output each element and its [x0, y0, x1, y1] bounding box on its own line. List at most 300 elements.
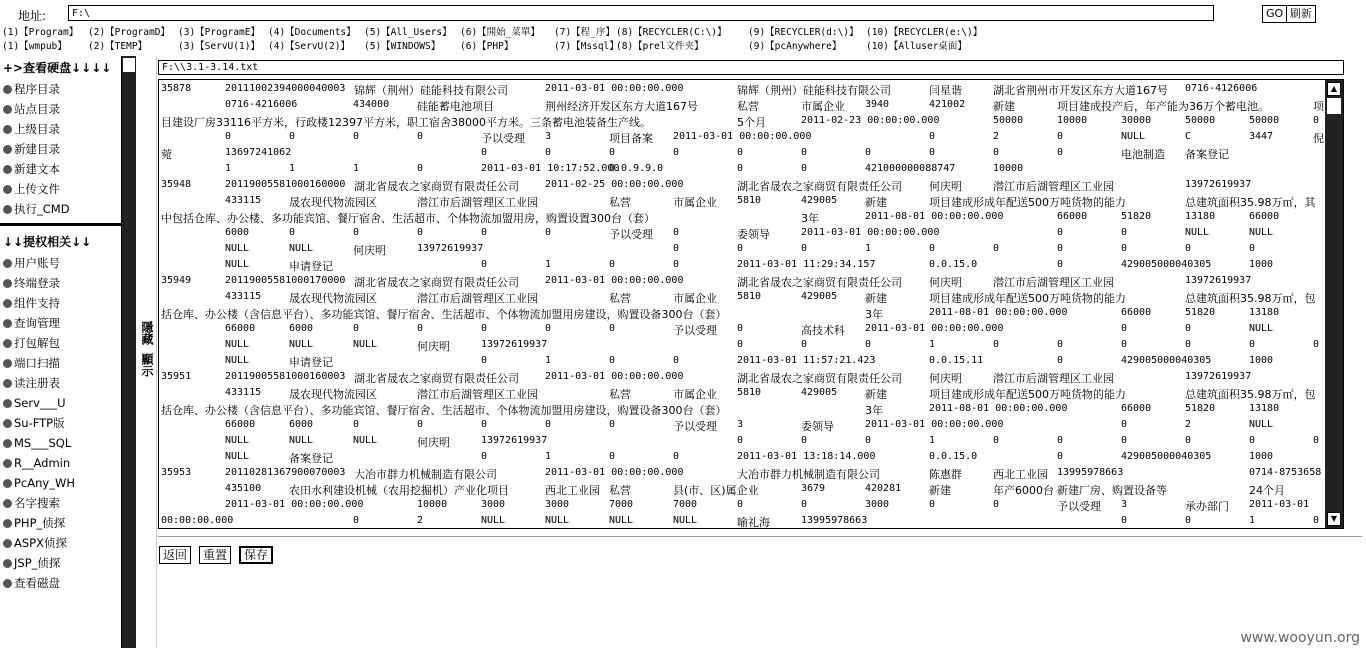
file-field: 0 — [417, 323, 424, 334]
file-field: 0.0.15.0 — [929, 259, 978, 270]
scroll-down-icon[interactable]: ▼ — [1327, 512, 1341, 526]
sidebar-item[interactable] — [0, 493, 121, 513]
sidebar-item[interactable] — [0, 513, 121, 533]
file-field: 申请登记 — [289, 260, 333, 273]
sidebar-item[interactable] — [0, 273, 121, 293]
file-field: 1 — [545, 259, 552, 270]
file-field: 3年 — [801, 212, 819, 225]
file-field: 1 — [545, 451, 552, 462]
file-field: NULL — [481, 515, 506, 526]
file-field: 0 — [545, 227, 552, 238]
file-field: NULL — [1249, 227, 1274, 238]
file-field: NULL — [545, 515, 570, 526]
file-field: 00:00:00.000 — [161, 515, 234, 526]
file-line — [159, 256, 1325, 272]
file-field: 括仓库、办公楼（含信息平台）、多功能宾馆、餐厅宿舍、生活超市、个体物流加盟用房建设，购置设备300台（套） — [161, 404, 727, 417]
file-field: NULL — [1249, 419, 1274, 430]
sidebar-item[interactable] — [0, 533, 121, 553]
sidebar-item[interactable] — [0, 413, 121, 433]
file-field: 私营 — [609, 292, 631, 305]
file-field: 2011-03-01 00:00:00.000 — [801, 227, 940, 238]
shortcut-link[interactable]: (10)【RECYCLER(e:\)】 — [866, 27, 983, 38]
sidebar-item[interactable] — [0, 199, 121, 219]
file-field: 0 — [609, 147, 616, 158]
watermark: www.wooyun.org — [1240, 630, 1360, 646]
file-field: 0 — [993, 339, 1000, 350]
file-field: 7000 — [609, 499, 634, 510]
file-field: 421002 — [929, 99, 966, 110]
file-field: 晟农现代物流园区 — [289, 388, 377, 401]
file-field: 0 — [737, 435, 744, 446]
sidebar-item-label: MS___SQL — [14, 436, 72, 450]
file-field: 大冶市群力机械制造有限公司 — [354, 468, 497, 481]
file-field: 2011-03-01 00:00:00.000 — [545, 467, 684, 478]
file-field: 何庆明 — [417, 340, 450, 353]
file-field: 项目建成投产后，年产能为36万个蓄电池。 — [1057, 100, 1269, 113]
file-content-text[interactable] — [159, 80, 1325, 528]
file-field: 市属企业 — [673, 292, 717, 305]
sidebar-item[interactable] — [0, 433, 121, 453]
file-line — [159, 192, 1325, 208]
file-field: 湖北省晟农之家商贸有限责任公司 — [354, 372, 519, 385]
file-field: 0 — [1121, 419, 1128, 430]
file-field: 421000000088747 — [865, 163, 956, 174]
file-field: 高技术科 — [801, 324, 845, 337]
file-field: 1 — [929, 435, 936, 446]
sidebar-item-label: PcAny_WH — [14, 476, 75, 490]
file-line — [159, 416, 1325, 432]
file-field: 24个月 — [1249, 484, 1285, 497]
file-field: 13972619937 — [481, 435, 548, 446]
sidebar-item-label: 程序目录 — [14, 82, 60, 96]
file-field: 5810 — [737, 195, 762, 206]
file-field: 20111002394000040003 — [225, 83, 346, 94]
file-field: 湖北省晟农之家商贸有限责任公司 — [737, 180, 902, 193]
bullet-icon — [3, 165, 12, 174]
file-field: 0 — [737, 163, 744, 174]
file-field: NULL — [673, 515, 698, 526]
file-field: 0.0.9.9.0 — [609, 163, 664, 174]
file-field: 0 — [1313, 339, 1320, 350]
reset-button[interactable]: 重置 — [199, 546, 231, 564]
file-field: 潜江市后湖管理区工业园 — [993, 180, 1114, 193]
file-field: 50000 — [1249, 115, 1280, 126]
file-field: 2011-03-01 00:00:00.000 — [545, 83, 684, 94]
file-field: 0 — [1249, 435, 1256, 446]
shortcut-link[interactable]: (7)【程_序】 — [554, 27, 615, 38]
sidebar-scroll-thumb[interactable] — [123, 58, 135, 72]
shortcut-link[interactable]: (8)【prel文件夹】 — [616, 41, 704, 52]
file-line — [159, 384, 1325, 400]
bullet-icon — [3, 479, 12, 488]
file-field: 新建 — [929, 484, 951, 497]
file-field: 0 — [289, 227, 296, 238]
file-field: 备案登记 — [1185, 148, 1229, 161]
file-field: 0 — [801, 435, 808, 446]
sidebar-item-label: Serv___U — [14, 396, 66, 410]
file-field: 0 — [289, 131, 296, 142]
file-line — [159, 272, 1325, 288]
file-field: 1 — [289, 163, 296, 174]
sidebar-item-label: ASPX侦探 — [14, 536, 67, 550]
file-field: 433115 — [225, 291, 262, 302]
sidebar-item[interactable] — [0, 253, 121, 273]
file-field: 429005 — [801, 291, 838, 302]
file-field: 0 — [481, 451, 488, 462]
sidebar-item-label: 执行_CMD — [14, 202, 70, 216]
sidebar-item[interactable] — [0, 393, 121, 413]
file-field: NULL — [1121, 131, 1146, 142]
file-field: 0 — [481, 147, 488, 158]
save-button[interactable]: 保存 — [239, 546, 273, 564]
shortcut-link[interactable]: (5)【All_Users】 — [364, 27, 452, 38]
file-field: 湖北省晟农之家商贸有限责任公司 — [737, 372, 902, 385]
sidebar-item[interactable] — [0, 353, 121, 373]
sidebar-item[interactable] — [0, 293, 121, 313]
file-field: 66000 — [1249, 211, 1280, 222]
back-button[interactable]: 返回 — [159, 546, 191, 564]
hide-label[interactable]: 隱藏 — [140, 321, 154, 345]
file-field: 13972619937 — [1185, 371, 1252, 382]
file-field: 何庆明 — [929, 180, 962, 193]
sidebar-item[interactable] — [0, 99, 121, 119]
sidebar-item-label: 用户账号 — [14, 256, 60, 270]
sidebar-item[interactable] — [0, 79, 121, 99]
file-field: NULL — [225, 355, 250, 366]
file-line — [159, 176, 1325, 192]
file-field: 电池制造 — [1121, 148, 1165, 161]
bullet-icon — [3, 185, 12, 194]
file-line — [159, 96, 1325, 112]
bullet-icon — [3, 279, 12, 288]
file-field: 429005000040305 — [1121, 451, 1212, 462]
file-line — [159, 112, 1325, 128]
file-field: 2 — [993, 131, 1000, 142]
file-field: 2 — [417, 515, 424, 526]
file-field: C — [1185, 131, 1192, 142]
editor-scroll-thumb[interactable] — [1327, 98, 1341, 114]
file-field: 0716-4216006 — [225, 99, 298, 110]
file-field: 0 — [1121, 515, 1128, 526]
file-field: 0 — [1313, 115, 1320, 126]
bullet-icon — [3, 359, 12, 368]
bullet-icon — [3, 145, 12, 154]
file-field: 433115 — [225, 387, 262, 398]
sidebar-item[interactable] — [0, 453, 121, 473]
sidebar-list-privesc — [0, 253, 121, 593]
sidebar-item-label: Su-FTP版 — [14, 416, 65, 430]
file-field: 年产6000台 — [993, 484, 1054, 497]
file-field: 10000 — [1057, 115, 1088, 126]
file-field: 0 — [673, 147, 680, 158]
file-field: 2011-08-01 00:00:00.000 — [865, 211, 1004, 222]
go-button[interactable]: GO — [1262, 5, 1287, 23]
shortcut-link[interactable]: (9)【RECYCLER(d:\)】 — [748, 27, 859, 38]
file-field: 2011-03-01 11:29:34.157 — [737, 259, 876, 270]
file-field: 项目建成形成年配送500万吨货物的能力 — [929, 388, 1126, 401]
hide-show-toggle[interactable] — [139, 321, 155, 377]
file-field: 潜江市后湖管理区工业园 — [417, 388, 538, 401]
file-field: 20119005581000160003 — [225, 371, 346, 382]
file-field: 2011-03-01 10:17:52.000 — [481, 163, 620, 174]
file-line — [159, 304, 1325, 320]
file-field: NULL — [225, 339, 250, 350]
bullet-icon — [3, 539, 12, 548]
file-field: 0 — [673, 227, 680, 238]
file-field: 1 — [1249, 515, 1256, 526]
file-field: 2011-03-01 00:00:00.000 — [865, 323, 1004, 334]
bullet-icon — [3, 125, 12, 134]
file-line — [159, 368, 1325, 384]
file-field: 435100 — [225, 483, 262, 494]
sidebar-scrollbar[interactable] — [122, 56, 136, 648]
file-field: 何庆明 — [353, 244, 386, 257]
file-field: 1000 — [1249, 259, 1274, 270]
file-field: 3447 — [1249, 131, 1274, 142]
file-field: 0 — [673, 243, 680, 254]
file-line — [159, 480, 1325, 496]
file-line — [159, 224, 1325, 240]
file-field: 0 — [1057, 339, 1064, 350]
sidebar-item-label: 上级目录 — [14, 122, 60, 136]
file-field: 3000 — [481, 499, 506, 510]
shortcut-link[interactable]: (3)【ServU(1)】 — [178, 41, 260, 52]
file-field: 0 — [481, 355, 488, 366]
shortcut-link[interactable]: (2)【ProgramD】 — [88, 27, 170, 38]
file-field: 0 — [609, 355, 616, 366]
file-field: 湖北省荆州市开发区东方大道167号 — [993, 84, 1168, 97]
file-field: 予以受理 — [481, 132, 525, 145]
file-field: 0.0.15.11 — [929, 355, 984, 366]
file-field: 35878 — [161, 83, 192, 94]
shortcut-link[interactable]: (10)【Alluser桌面】 — [866, 41, 967, 52]
file-field: 予以受理 — [673, 420, 717, 433]
shortcut-link[interactable]: (5)【WINDOWS】 — [364, 41, 441, 52]
sidebar-item[interactable] — [0, 473, 121, 493]
file-field: 0 — [353, 419, 360, 430]
file-field: 中包括仓库、办公楼、多功能宾馆、餐厅宿舍、生活超市、个体物流加盟用房，购置设置300台（套） — [161, 212, 655, 225]
file-field: 0 — [737, 339, 744, 350]
file-field: 0 — [545, 419, 552, 430]
file-field: 0 — [1249, 243, 1256, 254]
file-field: 13972619937 — [417, 243, 484, 254]
file-field: 429005000040305 — [1121, 355, 1212, 366]
sidebar-item[interactable] — [0, 313, 121, 333]
address-input[interactable]: F:\ — [68, 5, 1214, 21]
file-field: 0 — [801, 243, 808, 254]
file-field: 0 — [737, 243, 744, 254]
file-field: 潜江市后湖管理区工业园 — [993, 276, 1114, 289]
shortcut-link[interactable]: (1)【Program】 — [2, 27, 79, 38]
file-line — [159, 240, 1325, 256]
file-line — [159, 496, 1325, 512]
file-field: 项 — [1313, 100, 1324, 113]
file-field: 湖北省晟农之家商贸有限责任公司 — [354, 180, 519, 193]
file-field: 30000 — [1121, 115, 1152, 126]
file-field: 35951 — [161, 371, 192, 382]
sidebar-item-label: 上传文件 — [14, 182, 60, 196]
sidebar-item-label: 名字搜索 — [14, 496, 60, 510]
file-field: 3000 — [865, 499, 890, 510]
refresh-button[interactable]: 刷新 — [1286, 5, 1316, 23]
sidebar-divider — [0, 223, 121, 226]
file-field: 项目建成形成年配送500万吨货物的能力 — [929, 292, 1126, 305]
file-field: 20110281367900070003 — [225, 467, 346, 478]
file-field: 6000 — [225, 227, 250, 238]
bullet-icon — [3, 299, 12, 308]
file-field: 3679 — [801, 483, 826, 494]
file-field: 1 — [865, 243, 872, 254]
file-field: 总建筑面积35.98万㎡，包 — [1185, 388, 1316, 401]
file-field: 潜江市后湖管理区工业园 — [993, 372, 1114, 385]
file-line — [159, 512, 1325, 528]
file-field: 晟农现代物流园区 — [289, 196, 377, 209]
sidebar-list-disk — [0, 79, 121, 219]
file-field: 2 — [1185, 419, 1192, 430]
file-field: 3年 — [865, 308, 883, 321]
file-line — [159, 208, 1325, 224]
file-line — [159, 448, 1325, 464]
shortcut-link[interactable]: (7)【Mssql】 — [554, 41, 619, 52]
bullet-icon — [3, 379, 12, 388]
shortcut-link[interactable]: (6)【PHP】 — [460, 41, 514, 52]
file-field: 66000 — [1121, 403, 1152, 414]
file-field: 13697241062 — [225, 147, 292, 158]
shortcut-link[interactable]: (4)【Documents】 — [268, 27, 356, 38]
bullet-icon — [3, 105, 12, 114]
shortcut-link[interactable]: (6)【開始_菜單】 — [460, 27, 540, 38]
file-field: 0 — [673, 355, 680, 366]
file-field: 目建设厂房33116平方米，行政楼12397平方米，职工宿舍38000平方米。三条蓄电池装备生产线。 — [161, 116, 651, 129]
sidebar-item-label: 打包解包 — [14, 336, 60, 350]
file-field: 新建 — [865, 292, 887, 305]
file-field: 5个月 — [737, 116, 766, 129]
sidebar-item[interactable] — [0, 139, 121, 159]
show-label[interactable]: 顯示 — [140, 353, 154, 377]
file-field: 晟农现代物流园区 — [289, 292, 377, 305]
file-field: 51820 — [1121, 211, 1152, 222]
file-path-input[interactable]: F:\\3.1-3.14.txt — [158, 60, 1344, 75]
sidebar-item[interactable] — [0, 373, 121, 393]
file-field: 0 — [1057, 227, 1064, 238]
file-field: 0 — [673, 259, 680, 270]
file-field: 何庆明 — [417, 436, 450, 449]
bullet-icon — [3, 205, 12, 214]
bullet-icon — [3, 85, 12, 94]
file-field: 0 — [1057, 451, 1064, 462]
file-field: 434000 — [353, 99, 390, 110]
file-field: 3 — [737, 419, 744, 430]
file-field: 0 — [1121, 323, 1128, 334]
sidebar-item[interactable] — [0, 333, 121, 353]
file-field: 0 — [737, 323, 744, 334]
sidebar-item-label: 组件支持 — [14, 296, 60, 310]
bullet-icon — [3, 459, 12, 468]
toggle-strip — [138, 56, 157, 648]
shortcut-link[interactable]: (9)【pcAnywhere】 — [748, 41, 842, 52]
file-field: 0 — [865, 339, 872, 350]
file-field: 0 — [417, 131, 424, 142]
file-field: 0 — [1185, 515, 1192, 526]
file-field: 新建 — [993, 100, 1015, 113]
file-field: 新建 — [865, 196, 887, 209]
file-field: 市属企业 — [673, 196, 717, 209]
file-field: 0 — [993, 147, 1000, 158]
file-field: 新建厂房、购置设备等 — [1057, 484, 1167, 497]
file-field: 喻礼海 — [737, 516, 770, 528]
file-field: 0 — [545, 147, 552, 158]
file-field: 6000 — [289, 323, 314, 334]
file-field: 2011-03-01 00:00:00.000 — [225, 499, 364, 510]
file-field: 0 — [1057, 131, 1064, 142]
file-line — [159, 144, 1325, 160]
file-field: 0 — [1121, 227, 1128, 238]
sidebar-item[interactable] — [0, 573, 121, 593]
file-field: NULL — [353, 339, 378, 350]
file-field: NULL — [225, 243, 250, 254]
file-field: 2011-08-01 00:00:00.000 — [929, 307, 1068, 318]
file-line — [159, 432, 1325, 448]
sidebar-section-privesc-title: ↓↓提权相关↓↓ — [3, 235, 92, 249]
sidebar-item-label: 端口扫描 — [14, 356, 60, 370]
file-field: 2011-03-01 11:57:21.423 — [737, 355, 876, 366]
file-field: 2011-03-01 00:00:00.000 — [865, 419, 1004, 430]
sidebar-section-disk-title[interactable]: +>查看硬盘↓↓↓↓ — [3, 61, 112, 75]
scroll-up-icon[interactable]: ▲ — [1327, 82, 1341, 96]
file-field: 2011-08-01 00:00:00.000 — [929, 403, 1068, 414]
file-field: 闫星谐 — [929, 84, 962, 97]
file-field: 20119005581000170000 — [225, 275, 346, 286]
sidebar-item[interactable] — [0, 119, 121, 139]
file-field: 0 — [609, 259, 616, 270]
shortcut-link[interactable]: (2)【TEMP】 — [88, 41, 148, 52]
file-field: 0 — [609, 323, 616, 334]
file-field: 13972619937 — [481, 339, 548, 350]
file-field: 6000 — [289, 419, 314, 430]
file-field: 何庆明 — [929, 372, 962, 385]
shortcut-link[interactable]: (8)【RECYCLER(C:\)】 — [616, 27, 727, 38]
file-field: 予以受理 — [1057, 500, 1101, 513]
file-field: 50000 — [993, 115, 1024, 126]
file-field: 括仓库、办公楼（含信息平台）、多功能宾馆、餐厅宿舍、生活超市、个体物流加盟用房建设，购置设备300台（套） — [161, 308, 727, 321]
shortcut-link[interactable]: (4)【ServU(2)】 — [268, 41, 350, 52]
file-field: 备案登记 — [289, 452, 333, 465]
file-field: 2011-02-23 00:00:00.000 — [801, 115, 940, 126]
bullet-icon — [3, 499, 12, 508]
file-field: NULL — [1185, 227, 1210, 238]
file-field: 0 — [353, 131, 360, 142]
file-line — [159, 288, 1325, 304]
file-line — [159, 464, 1325, 480]
sidebar-item[interactable] — [0, 553, 121, 573]
sidebar-item-label: JSP_侦探 — [14, 556, 61, 570]
divider — [158, 536, 1362, 537]
sidebar-item[interactable] — [0, 159, 121, 179]
file-content-editor[interactable] — [158, 79, 1344, 529]
file-field: 0 — [545, 323, 552, 334]
file-field: 420281 — [865, 483, 902, 494]
sidebar-item[interactable] — [0, 179, 121, 199]
file-field: 申请登记 — [289, 356, 333, 369]
sidebar — [0, 56, 122, 648]
editor-scrollbar[interactable] — [1325, 80, 1343, 528]
file-field: 0 — [801, 163, 808, 174]
file-field: 0 — [673, 451, 680, 462]
bullet-icon — [3, 259, 12, 268]
file-field: 0 — [417, 419, 424, 430]
shortcut-link[interactable]: (3)【ProgramE】 — [178, 27, 260, 38]
shortcut-link[interactable]: (1)【wmpub】 — [2, 41, 67, 52]
